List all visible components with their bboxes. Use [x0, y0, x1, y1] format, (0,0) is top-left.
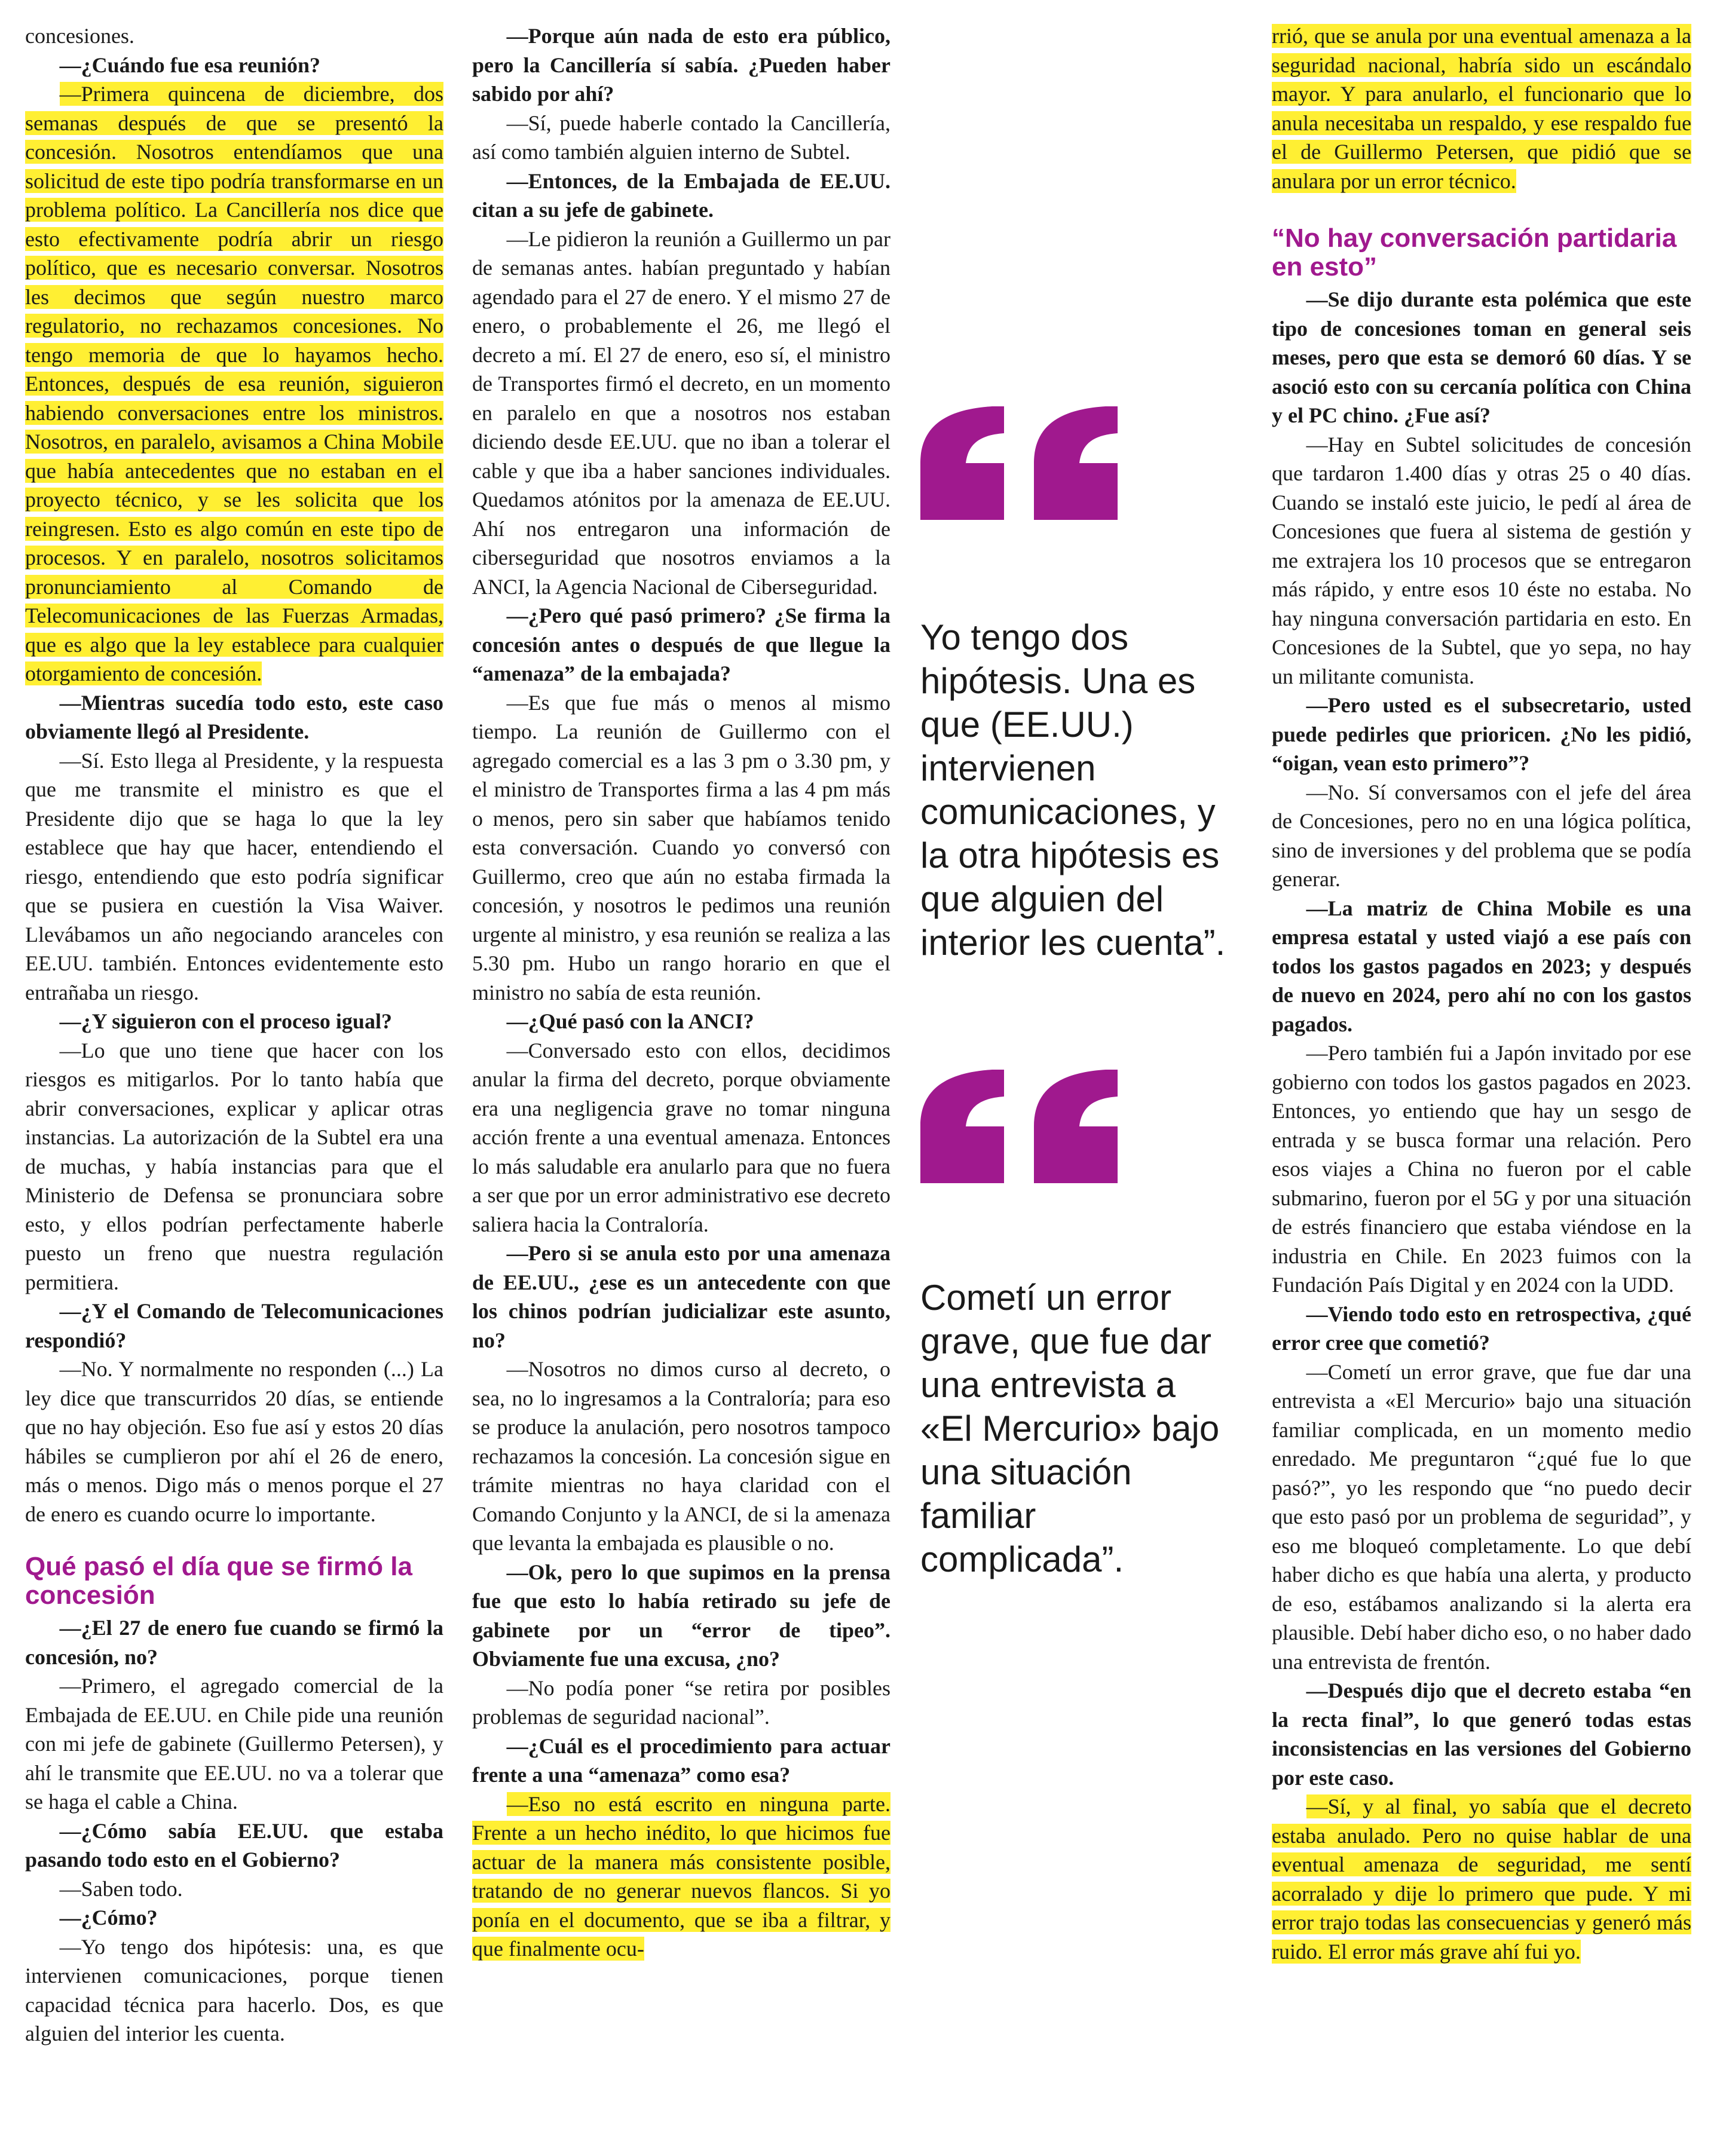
interview-answer: —Le pidieron la reunión a Guillermo un par de semanas antes. habían preguntado y habían agendado para el 27 de enero. Y el mismo 27 de enero, o probablemente el 26, me llegó el decreto a mí. El 27 de enero, eso sí, el ministro de Transportes firmó el decreto, en un momento en paralelo en que a nosotros nos estaban diciendo desde EE.UU. que no iban a tolerar el cable y que iba a haber sanciones individuales. Quedamos atónitos por la amenaza de EE.UU. Ahí nos entregaron una información de ciberseguridad que nosotros enviamos a la ANCI, la Agencia Nacional de Ciberseguridad. — [472, 226, 890, 599]
interview-question: —Pero usted es el subsecretario, usted puede pedirles que prioricen. ¿No les pidió, “oigan, vean esto primero”? — [1272, 693, 1691, 775]
section-heading: “No hay conversación partidaria en esto” — [1272, 223, 1677, 281]
interview-answer: —Lo que uno tiene que hacer con los riesgos es mitigarlos. Por lo tanto había que abrir conversaciones, explicar y aplicar otras instancias. La autorización de la Subtel era una de muchas, y había instancias para que el Ministerio de Defensa se pronunciara sobre esto, y ellos podrían perfectamente haberle puesto un freno que nuestra regulación permitiera. — [25, 1038, 443, 1294]
interview-question: —¿El 27 de enero fue cuando se firmó la concesión, no? — [25, 1616, 443, 1669]
paragraph-continuation — [1272, 22, 1691, 195]
interview-answer: —Yo tengo dos hipótesis: una, es que intervienen comunicaciones, porque tienen capacidad técnica para hacerlo. Dos, es que alguien del interior les cuenta. — [25, 1934, 443, 2045]
interview-answer: —No. Y normalmente no responden (...) La ley dice que transcurridos 20 días, se entiende que no hay objeción. Eso fue así y estos 20 días hábiles se cumplieron por ahí el 26 de enero, más o menos. Digo más o menos porque el 27 de enero es cuando ocurre lo importante. — [25, 1357, 443, 1526]
interview-answer — [1272, 1792, 1691, 1966]
interview-question: —Mientras sucedía todo esto, este caso obviamente llegó al Presidente. — [25, 690, 443, 743]
paragraph-continuation: concesiones. — [25, 24, 134, 48]
interview-question: —¿Pero qué pasó primero? ¿Se firma la concesión antes o después de que llegue la “amenaza” de la embajada? — [472, 604, 890, 685]
interview-answer — [472, 1790, 890, 1964]
interview-answer: —Pero también fui a Japón invitado por ese gobierno con todos los gastos pagados en 2023. Entonces, yo entiendo que hay un sesgo de entrada y se busca formar una relación. Pero esos viajes a China no fueron por el cable submarino, fueron por el 5G y por una situación de estrés financiero que estaba viéndose en la industria en Chile. En 2023 fuimos con la Fundación País Digital y en 2024 con la UDD. — [1272, 1041, 1691, 1297]
quote-mark-icon — [920, 1070, 1118, 1183]
highlighted-text: —Eso no está escrito en ninguna parte. Frente a un hecho inédito, lo que hicimos fue actuar de la manera más consistente posible, tratando de no generar nuevos flancos. Si yo ponía en el documento, que se iba a filtrar, y que finalmente ocu- — [472, 1791, 890, 1961]
interview-answer: —Hay en Subtel solicitudes de concesión que tardaron 1.400 días y otras 25 o 40 días. Cuando se instaló este juicio, le pedí al área de Concesiones que fuera al sistema de gestión y me extrajera los 10 procesos que se entregaron más rápido, y entre esos 10 éste no estaba. No hay ninguna conversación partidaria en esto. En Concesiones de la Subtel, que yo sepa, no hay un militante comunista. — [1272, 432, 1691, 688]
interview-question: —La matriz de China Mobile es una empresa estatal y usted viajó a ese país con todos los gastos pagados en 2023; y después de nuevo en 2024, pero ahí no con los gastos pagados. — [1272, 896, 1691, 1036]
interview-question: —Entonces, de la Embajada de EE.UU. citan a su jefe de gabinete. — [472, 169, 890, 222]
article-column-4 — [1272, 22, 1691, 1966]
interview-answer: —Es que fue más o menos al mismo tiempo. La reunión de Guillermo con el agregado comercial es a las 3 pm o 3.30 pm, y el ministro de Transportes firma a las 4 pm más o menos, pero sin saber que habíamos tenido esta conversación. Cuando yo conversó con Guillermo, creo que aún no estaba firmada la concesión, y nosotros le pedimos una reunión urgente al ministro, y esa reunión se realiza a las 5.30 pm. Hubo un rango horario en que el ministro no sabía de esta reunión. — [472, 690, 890, 1004]
highlighted-text: —Primera quincena de diciembre, dos semanas después de que se presentó la concesión. Nosotros entendíamos que una solicitud de este tipo podría transformarse en un problema político. La Cancillería nos dice que esto efectivamente podría abrir un riesgo político, que es necesario conversar. Nosotros les decimos que según nuestro marco regulatorio, no rechazamos concesiones. No tengo memoria de que lo hayamos hecho. Entonces, después de esa reunión, siguieron habiendo conversaciones entre los ministros. Nosotros, en paralelo, avisamos a China Mobile que había antecedentes que no estaban en el proyecto técnico, y se les solicita que los reingresen. Esto es algo común en este tipo de procesos. Y en paralelo, nosotros solicitamos pronunciamiento al Comando de Telecomunicaciones de las Fuerzas Armadas, que es algo que la ley establece para cualquier otorgamiento de concesión. — [25, 82, 443, 685]
article-column-1 — [25, 22, 443, 2048]
interview-answer: —No podía poner “se retira por posibles problemas de seguridad nacional”. — [472, 1676, 890, 1729]
interview-answer: —Conversado esto con ellos, decidimos anular la firma del decreto, porque obviamente era una negligencia grave no tomar ninguna acción frente a una eventual amenaza. Entonces lo más saludable era anularlo para que no fuera a ser que por un error administrativo ese decreto saliera hacia la Contraloría. — [472, 1038, 890, 1236]
pull-quote-2: Cometí un error grave, que fue dar una entrevista a «El Mercurio» bajo una situación familiar complicada”. — [920, 1278, 1220, 1579]
quote-mark-icon — [920, 406, 1118, 520]
interview-question: —¿Y siguieron con el proceso igual? — [59, 1009, 392, 1033]
interview-question: —¿Qué pasó con la ANCI? — [506, 1009, 754, 1033]
interview-question: —Porque aún nada de esto era público, pero la Cancillería sí sabía. ¿Pueden haber sabido por ahí? — [472, 24, 890, 106]
interview-question: —¿Cuál es el procedimiento para actuar frente a una “amenaza” como esa? — [472, 1734, 890, 1787]
pull-quote-1: Yo tengo dos hipótesis. Una es que (EE.UU.) intervienen comunicaciones, y la otra hipótesis es que alguien del interior les cuenta”. — [920, 617, 1226, 963]
interview-question: —Ok, pero lo que supimos en la prensa fue que esto lo había retirado su jefe de gabinete por un “error de tipeo”. Obviamente fue una excusa, ¿no? — [472, 1560, 890, 1671]
interview-answer: —Primero, el agregado comercial de la Embajada de EE.UU. en Chile pide una reunión con mi jefe de gabinete (Guillermo Petersen), y ahí le transmite que EE.UU. no va a tolerar que se haga el cable a China. — [25, 1674, 443, 1814]
interview-question: —Después dijo que el decreto estaba “en la recta final”, lo que generó todas estas inconsistencias en las versiones del Gobierno por este caso. — [1272, 1679, 1691, 1790]
interview-answer: —Saben todo. — [59, 1876, 183, 1901]
interview-question: —¿Cómo? — [59, 1906, 158, 1930]
interview-answer: —Cometí un error grave, que fue dar una entrevista a «El Mercurio» bajo una situación familiar complicada, en un momento medio enredado. Me preguntaron “¿qué fue lo que pasó?”, yo les respondo que “no puedo decir que esto pasó por un problema de seguridad”, y eso me bloqueó completamente. Lo que debí haber dicho es que había una alerta, y producto de eso, estábamos analizando si la alerta era plausible. Debí haber dicho eso, o no haber dado una entrevista de frentón. — [1272, 1359, 1691, 1674]
interview-question: —¿Cómo sabía EE.UU. que estaba pasando todo esto en el Gobierno? — [25, 1818, 443, 1872]
interview-answer: —No. Sí conversamos con el jefe del área de Concesiones, pero no en una lógica política, sino de inversiones y del problema que se podía generar. — [1272, 780, 1691, 891]
highlighted-text: rrió, que se anula por una eventual amenaza a la seguridad nacional, habría sido un escándalo mayor. Y para anularlo, el funcionario que lo anula necesitaba un respaldo, y ese respaldo fue el de Guillermo Petersen, que pidió que se anulara por un error técnico. — [1272, 24, 1691, 193]
interview-answer: —Sí, puede haberle contado la Cancillería, así como también alguien interno de Subtel. — [472, 111, 890, 164]
interview-answer: —Sí. Esto llega al Presidente, y la respuesta que me transmite el ministro es que el Presidente dijo que se haga lo que la ley establece que hay que hacer, entendiendo el riesgo, entendiendo que esto podría significar que se pusiera en cuestión la Visa Waiver. Llevábamos un año negociando aranceles con EE.UU. también. Entonces evidentemente esto entrañaba un riesgo. — [25, 748, 443, 1004]
interview-question: —Se dijo durante esta polémica que este tipo de concesiones toman en general seis meses, pero que esta se demoró 60 días. Y se asoció esto con su cercanía política con China y el PC chino. ¿Fue así? — [1272, 287, 1691, 427]
interview-question: —¿Cuándo fue esa reunión? — [59, 53, 321, 77]
article-column-2 — [472, 22, 890, 1964]
highlighted-text: —Sí, y al final, yo sabía que el decreto estaba anulado. Pero no quise hablar de una eventual amenaza de seguridad, me sentí acorralado y dije lo primero que pude. Y mi error trajo todas las consecuencias y generó más ruido. El error más grave ahí fui yo. — [1272, 1794, 1691, 1964]
interview-answer: —Nosotros no dimos curso al decreto, o sea, no lo ingresamos a la Contraloría; para eso se produce la anulación, pero nosotros tampoco rechazamos la concesión. La concesión sigue en trámite mientras no haya claridad con el Comando Conjunto y la ANCI, de si la amenaza que levanta la embajada es plausible o no. — [472, 1357, 890, 1555]
interview-question: —¿Y el Comando de Telecomunicaciones respondió? — [25, 1299, 443, 1352]
interview-question: —Pero si se anula esto por una amenaza de EE.UU., ¿ese es un antecedente con que los chinos podrían judicializar este asunto, no? — [472, 1241, 890, 1352]
interview-question: —Viendo todo esto en retrospectiva, ¿qué error cree que cometió? — [1272, 1301, 1691, 1355]
interview-answer — [25, 79, 443, 688]
section-heading: Qué pasó el día que se firmó la concesión — [25, 1552, 412, 1610]
